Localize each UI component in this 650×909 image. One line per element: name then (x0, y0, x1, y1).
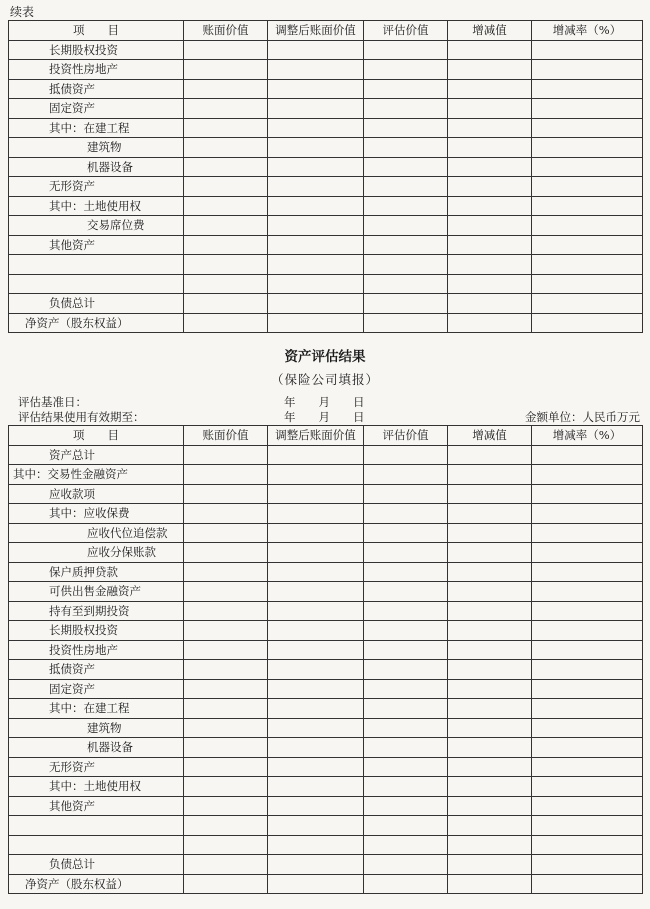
value-cell[interactable] (448, 445, 532, 465)
value-cell[interactable] (364, 835, 448, 855)
table-row (9, 543, 643, 563)
row-label: 其中：交易性金融资产 (9, 465, 184, 485)
table-row (9, 855, 643, 875)
value-cell[interactable] (364, 816, 448, 836)
value-cell[interactable] (532, 79, 643, 99)
row-label: 其他资产 (9, 235, 184, 255)
value-cell[interactable] (448, 660, 532, 680)
table-row (9, 796, 643, 816)
value-cell[interactable] (184, 138, 268, 158)
value-cell[interactable] (364, 796, 448, 816)
row-label (9, 255, 184, 275)
value-cell[interactable] (364, 445, 448, 465)
value-cell[interactable] (184, 504, 268, 524)
value-cell[interactable] (184, 313, 268, 333)
value-cell[interactable] (184, 523, 268, 543)
value-cell[interactable] (184, 582, 268, 602)
value-cell[interactable] (268, 562, 364, 582)
value-cell[interactable] (532, 60, 643, 80)
row-label: 建筑物 (9, 718, 184, 738)
value-cell[interactable] (448, 738, 532, 758)
value-cell[interactable] (184, 157, 268, 177)
value-cell[interactable] (448, 177, 532, 197)
table-row (9, 699, 643, 719)
value-cell[interactable] (532, 562, 643, 582)
value-cell[interactable] (532, 99, 643, 119)
value-cell[interactable] (364, 99, 448, 119)
value-cell[interactable] (532, 796, 643, 816)
row-label: 交易席位费 (9, 216, 184, 236)
value-cell[interactable] (532, 621, 643, 641)
table-row (9, 621, 643, 641)
table-row (9, 757, 643, 777)
value-cell[interactable] (532, 601, 643, 621)
value-cell[interactable] (268, 445, 364, 465)
row-label (9, 835, 184, 855)
col-header-change-rate: 增减率（%） (532, 426, 643, 446)
value-cell[interactable] (184, 216, 268, 236)
header-row (9, 21, 643, 41)
table-row (9, 562, 643, 582)
value-cell[interactable] (448, 313, 532, 333)
section-subtitle: （保险公司填报） (270, 372, 379, 387)
value-cell[interactable] (268, 313, 364, 333)
value-cell[interactable] (268, 196, 364, 216)
row-label: 机器设备 (9, 738, 184, 758)
row-label: 负债总计 (9, 294, 184, 314)
value-cell[interactable] (364, 601, 448, 621)
value-cell[interactable] (184, 699, 268, 719)
table-row (9, 504, 643, 524)
value-cell[interactable] (364, 504, 448, 524)
table-row (9, 99, 643, 119)
row-label: 持有至到期投资 (9, 601, 184, 621)
value-cell[interactable] (532, 294, 643, 314)
value-cell[interactable] (448, 196, 532, 216)
row-label: 负债总计 (9, 855, 184, 875)
value-cell[interactable] (184, 855, 268, 875)
value-cell[interactable] (532, 718, 643, 738)
valuation-results-table (8, 425, 643, 894)
value-cell[interactable] (364, 157, 448, 177)
row-label: 长期股权投资 (9, 40, 184, 60)
value-cell[interactable] (268, 99, 364, 119)
value-cell[interactable] (532, 582, 643, 602)
value-cell[interactable] (532, 640, 643, 660)
value-cell[interactable] (184, 796, 268, 816)
value-cell[interactable] (364, 196, 448, 216)
value-cell[interactable] (532, 40, 643, 60)
value-cell[interactable] (364, 523, 448, 543)
value-cell[interactable] (268, 118, 364, 138)
value-cell[interactable] (448, 757, 532, 777)
col-header-appraised-value: 评估价值 (364, 426, 448, 446)
value-cell[interactable] (448, 118, 532, 138)
continued-label: 续表 (10, 5, 35, 19)
row-label: 投资性房地产 (9, 60, 184, 80)
value-cell[interactable] (532, 216, 643, 236)
table-row (9, 523, 643, 543)
value-cell[interactable] (532, 484, 643, 504)
table-row (9, 79, 643, 99)
value-cell[interactable] (364, 855, 448, 875)
value-cell[interactable] (184, 543, 268, 563)
value-cell[interactable] (184, 60, 268, 80)
value-cell[interactable] (532, 679, 643, 699)
row-label: 长期股权投资 (9, 621, 184, 641)
value-cell[interactable] (532, 313, 643, 333)
table-row (9, 196, 643, 216)
value-cell[interactable] (268, 177, 364, 197)
row-label: 其中：土地使用权 (9, 777, 184, 797)
value-cell[interactable] (268, 640, 364, 660)
value-cell[interactable] (268, 796, 364, 816)
value-cell[interactable] (268, 138, 364, 158)
table-row (9, 216, 643, 236)
row-label (9, 274, 184, 294)
col-header-adjusted-book-value: 调整后账面价值 (268, 426, 364, 446)
value-cell[interactable] (448, 138, 532, 158)
value-cell[interactable] (268, 79, 364, 99)
row-label: 抵债资产 (9, 660, 184, 680)
value-cell[interactable] (448, 255, 532, 275)
value-cell[interactable] (268, 718, 364, 738)
value-cell[interactable] (448, 796, 532, 816)
value-cell[interactable] (184, 235, 268, 255)
table-row (9, 235, 643, 255)
table-row (9, 835, 643, 855)
value-cell[interactable] (532, 738, 643, 758)
table-row (9, 679, 643, 699)
value-cell[interactable] (268, 60, 364, 80)
value-cell[interactable] (184, 118, 268, 138)
value-cell[interactable] (448, 679, 532, 699)
value-cell[interactable] (448, 40, 532, 60)
value-cell[interactable] (364, 660, 448, 680)
value-cell[interactable] (364, 138, 448, 158)
table-row (9, 445, 643, 465)
value-cell[interactable] (448, 523, 532, 543)
value-cell[interactable] (268, 777, 364, 797)
row-label: 应收分保账款 (9, 543, 184, 563)
section-title: 资产评估结果 (284, 349, 366, 365)
value-cell[interactable] (268, 294, 364, 314)
value-cell[interactable] (364, 874, 448, 894)
value-cell[interactable] (268, 874, 364, 894)
value-cell[interactable] (532, 445, 643, 465)
row-label: 可供出售金融资产 (9, 582, 184, 602)
value-cell[interactable] (268, 543, 364, 563)
table-row (9, 465, 643, 485)
value-cell[interactable] (268, 757, 364, 777)
row-label: 建筑物 (9, 138, 184, 158)
table-row (9, 177, 643, 197)
row-label: 其中：在建工程 (9, 118, 184, 138)
value-cell[interactable] (184, 445, 268, 465)
value-cell[interactable] (448, 60, 532, 80)
value-cell[interactable] (532, 543, 643, 563)
row-label: 其他资产 (9, 796, 184, 816)
value-cell[interactable] (532, 757, 643, 777)
value-cell[interactable] (364, 562, 448, 582)
value-cell[interactable] (364, 118, 448, 138)
value-cell[interactable] (184, 177, 268, 197)
value-cell[interactable] (448, 465, 532, 485)
table-row (9, 294, 643, 314)
row-label: 无形资产 (9, 757, 184, 777)
table-row (9, 777, 643, 797)
value-cell[interactable] (268, 738, 364, 758)
value-cell[interactable] (184, 738, 268, 758)
value-cell[interactable] (268, 157, 364, 177)
col-header-item: 项 目 (9, 426, 184, 446)
value-cell[interactable] (448, 777, 532, 797)
header-row (9, 426, 643, 446)
value-cell[interactable] (184, 255, 268, 275)
row-label: 保户质押贷款 (9, 562, 184, 582)
table-row (9, 660, 643, 680)
value-cell[interactable] (268, 835, 364, 855)
value-cell[interactable] (184, 777, 268, 797)
value-cell[interactable] (184, 621, 268, 641)
value-cell[interactable] (532, 816, 643, 836)
value-cell[interactable] (448, 562, 532, 582)
value-cell[interactable] (184, 274, 268, 294)
value-cell[interactable] (448, 699, 532, 719)
value-cell[interactable] (268, 465, 364, 485)
value-cell[interactable] (532, 196, 643, 216)
row-label: 无形资产 (9, 177, 184, 197)
value-cell[interactable] (532, 118, 643, 138)
value-cell[interactable] (532, 835, 643, 855)
row-label: 净资产（股东权益） (9, 313, 184, 333)
value-cell[interactable] (532, 235, 643, 255)
value-cell[interactable] (364, 582, 448, 602)
col-header-change-amount: 增减值 (448, 21, 532, 41)
table-row (9, 816, 643, 836)
value-cell[interactable] (364, 543, 448, 563)
value-cell[interactable] (532, 274, 643, 294)
value-cell[interactable] (364, 484, 448, 504)
value-cell[interactable] (364, 621, 448, 641)
value-cell[interactable] (268, 582, 364, 602)
value-cell[interactable] (184, 562, 268, 582)
col-header-appraised-value: 评估价值 (364, 21, 448, 41)
value-cell[interactable] (364, 216, 448, 236)
value-cell[interactable] (448, 855, 532, 875)
row-label: 投资性房地产 (9, 640, 184, 660)
col-header-book-value: 账面价值 (184, 426, 268, 446)
value-cell[interactable] (268, 235, 364, 255)
value-cell[interactable] (532, 255, 643, 275)
value-cell[interactable] (364, 255, 448, 275)
value-cell[interactable] (268, 816, 364, 836)
validity-label: 评估结果使用有效期至： (18, 410, 145, 424)
value-cell[interactable] (184, 484, 268, 504)
row-label: 机器设备 (9, 157, 184, 177)
value-cell[interactable] (268, 699, 364, 719)
table-row (9, 738, 643, 758)
value-cell[interactable] (268, 679, 364, 699)
table-row (9, 874, 643, 894)
row-label: 抵债资产 (9, 79, 184, 99)
value-cell[interactable] (532, 777, 643, 797)
value-cell[interactable] (448, 484, 532, 504)
value-cell[interactable] (532, 660, 643, 680)
value-cell[interactable] (532, 504, 643, 524)
value-cell[interactable] (184, 718, 268, 738)
value-cell[interactable] (448, 816, 532, 836)
row-label: 资产总计 (9, 445, 184, 465)
value-cell[interactable] (184, 601, 268, 621)
value-cell[interactable] (184, 874, 268, 894)
value-cell[interactable] (268, 255, 364, 275)
row-label (9, 816, 184, 836)
value-cell[interactable] (532, 465, 643, 485)
value-cell[interactable] (184, 99, 268, 119)
value-cell[interactable] (268, 660, 364, 680)
value-cell[interactable] (268, 216, 364, 236)
value-cell[interactable] (184, 79, 268, 99)
value-cell[interactable] (364, 699, 448, 719)
value-cell[interactable] (448, 640, 532, 660)
value-cell[interactable] (268, 504, 364, 524)
value-cell[interactable] (364, 235, 448, 255)
value-cell[interactable] (268, 523, 364, 543)
value-cell[interactable] (184, 757, 268, 777)
value-cell[interactable] (184, 40, 268, 60)
row-label: 应收款项 (9, 484, 184, 504)
col-header-adjusted-book-value: 调整后账面价值 (268, 21, 364, 41)
value-cell[interactable] (184, 660, 268, 680)
value-cell[interactable] (364, 718, 448, 738)
value-cell[interactable] (268, 855, 364, 875)
value-cell[interactable] (184, 835, 268, 855)
value-cell[interactable] (364, 465, 448, 485)
value-cell[interactable] (448, 582, 532, 602)
value-cell[interactable] (184, 294, 268, 314)
value-cell[interactable] (448, 601, 532, 621)
value-cell[interactable] (532, 699, 643, 719)
valuation-table-continued (8, 20, 643, 333)
table-row (9, 640, 643, 660)
validity-date-value[interactable]: 年 月 日 (284, 410, 365, 424)
col-header-item: 项 目 (9, 21, 184, 41)
value-cell[interactable] (364, 177, 448, 197)
value-cell[interactable] (448, 79, 532, 99)
value-cell[interactable] (448, 274, 532, 294)
col-header-change-rate: 增减率（%） (532, 21, 643, 41)
table-row (9, 484, 643, 504)
value-cell[interactable] (532, 177, 643, 197)
value-cell[interactable] (364, 640, 448, 660)
value-cell[interactable] (532, 138, 643, 158)
value-cell[interactable] (364, 294, 448, 314)
table-row (9, 718, 643, 738)
value-cell[interactable] (532, 855, 643, 875)
table-row (9, 60, 643, 80)
value-cell[interactable] (184, 196, 268, 216)
value-cell[interactable] (532, 874, 643, 894)
row-label: 其中：应收保费 (9, 504, 184, 524)
table-row (9, 313, 643, 333)
table-row (9, 40, 643, 60)
value-cell[interactable] (364, 79, 448, 99)
row-label: 固定资产 (9, 679, 184, 699)
value-cell[interactable] (268, 621, 364, 641)
table-row (9, 601, 643, 621)
value-cell[interactable] (448, 235, 532, 255)
table-row (9, 255, 643, 275)
value-cell[interactable] (364, 274, 448, 294)
row-label: 应收代位追偿款 (9, 523, 184, 543)
base-date-label: 评估基准日： (18, 395, 87, 409)
table2-body (9, 445, 643, 894)
value-cell[interactable] (364, 757, 448, 777)
col-header-book-value: 账面价值 (184, 21, 268, 41)
row-label: 净资产（股东权益） (9, 874, 184, 894)
table-row (9, 582, 643, 602)
value-cell[interactable] (364, 679, 448, 699)
value-cell[interactable] (184, 816, 268, 836)
value-cell[interactable] (448, 543, 532, 563)
table-row (9, 274, 643, 294)
row-label: 固定资产 (9, 99, 184, 119)
value-cell[interactable] (364, 777, 448, 797)
value-cell[interactable] (364, 738, 448, 758)
value-cell[interactable] (268, 274, 364, 294)
unit-label: 金额单位：人民币万元 (525, 410, 640, 424)
value-cell[interactable] (184, 640, 268, 660)
row-label: 其中：在建工程 (9, 699, 184, 719)
value-cell[interactable] (364, 60, 448, 80)
value-cell[interactable] (448, 157, 532, 177)
value-cell[interactable] (448, 294, 532, 314)
value-cell[interactable] (448, 718, 532, 738)
table-row (9, 138, 643, 158)
col-header-change-amount: 增减值 (448, 426, 532, 446)
value-cell[interactable] (532, 157, 643, 177)
table-row (9, 157, 643, 177)
value-cell[interactable] (532, 523, 643, 543)
value-cell[interactable] (448, 99, 532, 119)
value-cell[interactable] (364, 40, 448, 60)
value-cell[interactable] (448, 504, 532, 524)
value-cell[interactable] (448, 874, 532, 894)
value-cell[interactable] (448, 216, 532, 236)
table-row (9, 118, 643, 138)
base-date-value[interactable]: 年 月 日 (284, 395, 365, 409)
value-cell[interactable] (184, 465, 268, 485)
value-cell[interactable] (268, 40, 364, 60)
value-cell[interactable] (448, 621, 532, 641)
value-cell[interactable] (364, 313, 448, 333)
row-label: 其中：土地使用权 (9, 196, 184, 216)
value-cell[interactable] (448, 835, 532, 855)
table1-body (9, 40, 643, 333)
value-cell[interactable] (184, 679, 268, 699)
value-cell[interactable] (268, 601, 364, 621)
value-cell[interactable] (268, 484, 364, 504)
